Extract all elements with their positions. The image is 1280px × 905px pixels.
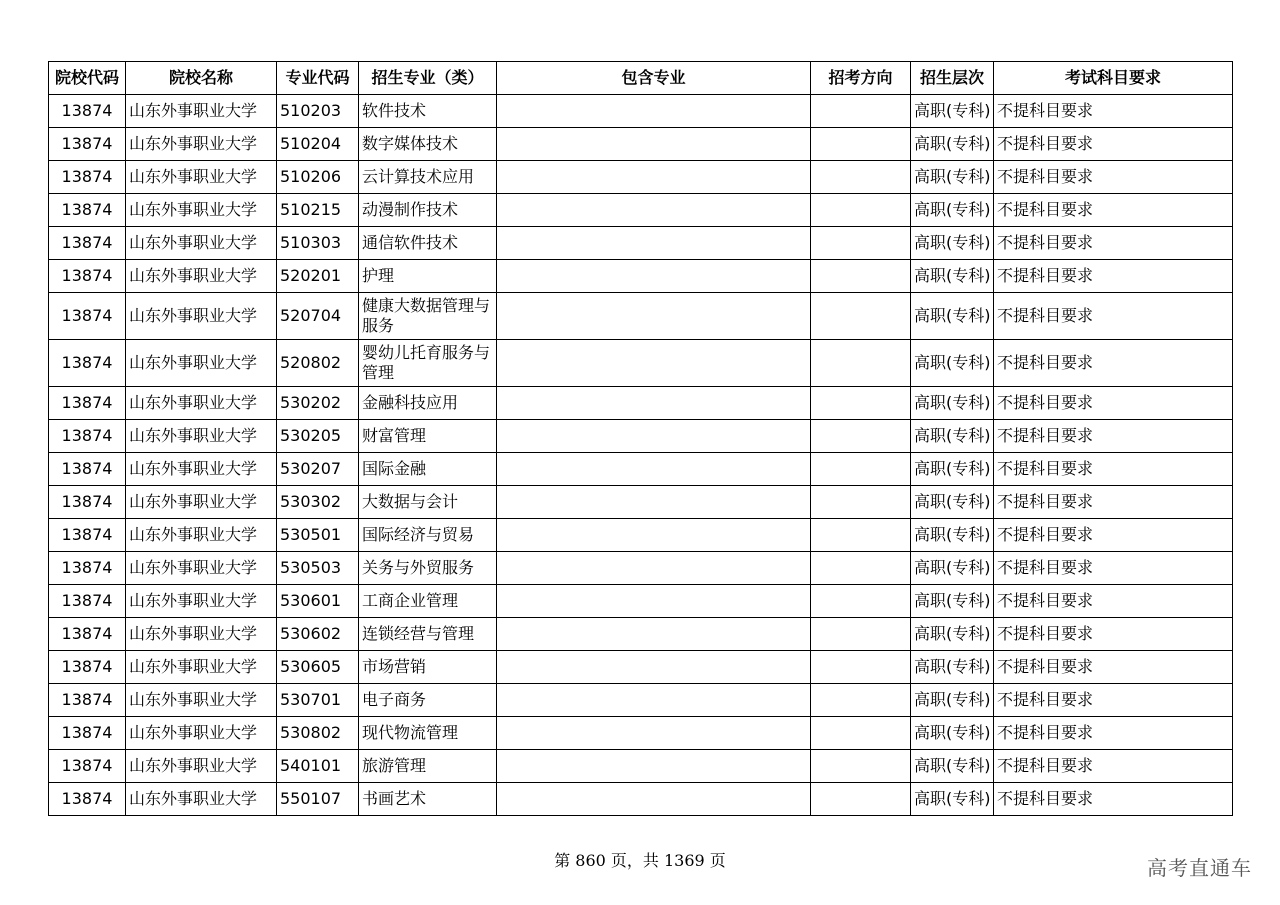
- table-row: [49, 783, 1233, 816]
- cell-school-code: 13874: [49, 227, 126, 260]
- cell-subject-requirement: 不提科目要求: [994, 128, 1233, 161]
- cell-subject-requirement: 不提科目要求: [994, 651, 1233, 684]
- cell-subject-requirement: 不提科目要求: [994, 486, 1233, 519]
- table-row: [49, 227, 1233, 260]
- cell-included-majors: [497, 194, 811, 227]
- cell-included-majors: [497, 95, 811, 128]
- cell-level: 高职(专科): [911, 161, 994, 194]
- header-direction: 招考方向: [811, 62, 911, 95]
- cell-level: 高职(专科): [911, 340, 994, 387]
- table-row: [49, 161, 1233, 194]
- header-school-code: 院校代码: [49, 62, 126, 95]
- cell-major-code: 530207: [277, 453, 359, 486]
- cell-school-name: 山东外事职业大学: [126, 750, 277, 783]
- cell-included-majors: [497, 420, 811, 453]
- cell-school-name: 山东外事职业大学: [126, 552, 277, 585]
- cell-level: 高职(专科): [911, 453, 994, 486]
- table-row: [49, 684, 1233, 717]
- cell-level: 高职(专科): [911, 585, 994, 618]
- header-major: 招生专业（类）: [359, 62, 497, 95]
- header-included-majors: 包含专业: [497, 62, 811, 95]
- cell-major-code: 540101: [277, 750, 359, 783]
- header-major-code: 专业代码: [277, 62, 359, 95]
- cell-school-name: 山东外事职业大学: [126, 420, 277, 453]
- cell-major-code: 520704: [277, 293, 359, 340]
- cell-level: 高职(专科): [911, 95, 994, 128]
- cell-subject-requirement: 不提科目要求: [994, 585, 1233, 618]
- cell-school-name: 山东外事职业大学: [126, 128, 277, 161]
- cell-subject-requirement: 不提科目要求: [994, 161, 1233, 194]
- cell-direction: [811, 161, 911, 194]
- cell-school-code: 13874: [49, 486, 126, 519]
- cell-school-name: 山东外事职业大学: [126, 519, 277, 552]
- cell-major: 书画艺术: [359, 783, 497, 816]
- cell-school-code: 13874: [49, 95, 126, 128]
- cell-school-code: 13874: [49, 128, 126, 161]
- cell-subject-requirement: 不提科目要求: [994, 717, 1233, 750]
- cell-level: 高职(专科): [911, 750, 994, 783]
- cell-major-code: 530602: [277, 618, 359, 651]
- cell-major: 财富管理: [359, 420, 497, 453]
- cell-direction: [811, 684, 911, 717]
- cell-direction: [811, 227, 911, 260]
- cell-subject-requirement: 不提科目要求: [994, 95, 1233, 128]
- cell-school-code: 13874: [49, 717, 126, 750]
- header-subject-requirement: 考试科目要求: [994, 62, 1233, 95]
- cell-included-majors: [497, 260, 811, 293]
- table-row: [49, 585, 1233, 618]
- cell-subject-requirement: 不提科目要求: [994, 519, 1233, 552]
- cell-school-name: 山东外事职业大学: [126, 194, 277, 227]
- cell-school-code: 13874: [49, 260, 126, 293]
- cell-major-code: 550107: [277, 783, 359, 816]
- cell-school-name: 山东外事职业大学: [126, 340, 277, 387]
- cell-major-code: 530802: [277, 717, 359, 750]
- cell-school-name: 山东外事职业大学: [126, 387, 277, 420]
- cell-school-name: 山东外事职业大学: [126, 717, 277, 750]
- cell-major-code: 530202: [277, 387, 359, 420]
- cell-major: 工商企业管理: [359, 585, 497, 618]
- cell-direction: [811, 340, 911, 387]
- table-row: [49, 420, 1233, 453]
- cell-level: 高职(专科): [911, 420, 994, 453]
- cell-direction: [811, 387, 911, 420]
- cell-major-code: 510303: [277, 227, 359, 260]
- cell-major-code: 530701: [277, 684, 359, 717]
- cell-direction: [811, 95, 911, 128]
- cell-level: 高职(专科): [911, 293, 994, 340]
- cell-school-name: 山东外事职业大学: [126, 651, 277, 684]
- cell-included-majors: [497, 486, 811, 519]
- table-row: [49, 95, 1233, 128]
- cell-subject-requirement: 不提科目要求: [994, 750, 1233, 783]
- cell-direction: [811, 618, 911, 651]
- cell-major: 国际金融: [359, 453, 497, 486]
- cell-direction: [811, 128, 911, 161]
- cell-major: 连锁经营与管理: [359, 618, 497, 651]
- cell-direction: [811, 453, 911, 486]
- cell-level: 高职(专科): [911, 519, 994, 552]
- cell-school-code: 13874: [49, 651, 126, 684]
- cell-subject-requirement: 不提科目要求: [994, 387, 1233, 420]
- majors-table: [48, 61, 1233, 816]
- cell-included-majors: [497, 618, 811, 651]
- table-row: [49, 340, 1233, 387]
- cell-school-name: 山东外事职业大学: [126, 227, 277, 260]
- cell-major: 电子商务: [359, 684, 497, 717]
- cell-subject-requirement: 不提科目要求: [994, 293, 1233, 340]
- cell-included-majors: [497, 783, 811, 816]
- cell-included-majors: [497, 750, 811, 783]
- cell-major: 婴幼儿托育服务与管理: [359, 340, 497, 387]
- table-row: [49, 750, 1233, 783]
- cell-school-name: 山东外事职业大学: [126, 486, 277, 519]
- cell-subject-requirement: 不提科目要求: [994, 420, 1233, 453]
- cell-direction: [811, 194, 911, 227]
- cell-school-code: 13874: [49, 293, 126, 340]
- cell-included-majors: [497, 651, 811, 684]
- cell-school-code: 13874: [49, 783, 126, 816]
- cell-included-majors: [497, 684, 811, 717]
- cell-major: 现代物流管理: [359, 717, 497, 750]
- cell-major: 数字媒体技术: [359, 128, 497, 161]
- cell-school-name: 山东外事职业大学: [126, 684, 277, 717]
- header-school-name: 院校名称: [126, 62, 277, 95]
- cell-level: 高职(专科): [911, 194, 994, 227]
- cell-school-name: 山东外事职业大学: [126, 585, 277, 618]
- cell-level: 高职(专科): [911, 684, 994, 717]
- cell-major-code: 530205: [277, 420, 359, 453]
- cell-direction: [811, 585, 911, 618]
- cell-included-majors: [497, 227, 811, 260]
- table-row: [49, 651, 1233, 684]
- cell-level: 高职(专科): [911, 227, 994, 260]
- cell-school-code: 13874: [49, 585, 126, 618]
- cell-subject-requirement: 不提科目要求: [994, 684, 1233, 717]
- table-body: [49, 95, 1233, 816]
- cell-included-majors: [497, 161, 811, 194]
- cell-direction: [811, 552, 911, 585]
- cell-major: 动漫制作技术: [359, 194, 497, 227]
- cell-level: 高职(专科): [911, 783, 994, 816]
- table-header-row: [49, 62, 1233, 95]
- cell-direction: [811, 486, 911, 519]
- cell-major-code: 530605: [277, 651, 359, 684]
- cell-included-majors: [497, 293, 811, 340]
- table-row: [49, 717, 1233, 750]
- table-row: [49, 194, 1233, 227]
- cell-included-majors: [497, 552, 811, 585]
- cell-direction: [811, 293, 911, 340]
- cell-school-code: 13874: [49, 684, 126, 717]
- cell-major-code: 530601: [277, 585, 359, 618]
- cell-school-code: 13874: [49, 420, 126, 453]
- cell-subject-requirement: 不提科目要求: [994, 783, 1233, 816]
- cell-school-code: 13874: [49, 387, 126, 420]
- cell-major: 大数据与会计: [359, 486, 497, 519]
- cell-direction: [811, 420, 911, 453]
- table-row: [49, 519, 1233, 552]
- cell-major: 护理: [359, 260, 497, 293]
- table-row: [49, 486, 1233, 519]
- cell-school-name: 山东外事职业大学: [126, 293, 277, 340]
- table-row: [49, 453, 1233, 486]
- cell-major-code: 510215: [277, 194, 359, 227]
- cell-subject-requirement: 不提科目要求: [994, 618, 1233, 651]
- cell-school-name: 山东外事职业大学: [126, 783, 277, 816]
- cell-major: 金融科技应用: [359, 387, 497, 420]
- cell-included-majors: [497, 453, 811, 486]
- cell-school-code: 13874: [49, 194, 126, 227]
- cell-major: 通信软件技术: [359, 227, 497, 260]
- table-row: [49, 387, 1233, 420]
- cell-direction: [811, 783, 911, 816]
- cell-school-name: 山东外事职业大学: [126, 95, 277, 128]
- cell-major: 软件技术: [359, 95, 497, 128]
- cell-direction: [811, 717, 911, 750]
- cell-school-name: 山东外事职业大学: [126, 161, 277, 194]
- cell-level: 高职(专科): [911, 651, 994, 684]
- cell-major: 关务与外贸服务: [359, 552, 497, 585]
- cell-level: 高职(专科): [911, 618, 994, 651]
- cell-school-code: 13874: [49, 340, 126, 387]
- cell-major-code: 530503: [277, 552, 359, 585]
- cell-level: 高职(专科): [911, 486, 994, 519]
- table-row: [49, 128, 1233, 161]
- cell-level: 高职(专科): [911, 260, 994, 293]
- cell-level: 高职(专科): [911, 552, 994, 585]
- cell-school-code: 13874: [49, 519, 126, 552]
- cell-major: 健康大数据管理与服务: [359, 293, 497, 340]
- cell-level: 高职(专科): [911, 387, 994, 420]
- cell-school-name: 山东外事职业大学: [126, 618, 277, 651]
- watermark: 高考直通车: [1147, 856, 1252, 880]
- cell-major: 旅游管理: [359, 750, 497, 783]
- cell-subject-requirement: 不提科目要求: [994, 340, 1233, 387]
- cell-major: 国际经济与贸易: [359, 519, 497, 552]
- cell-included-majors: [497, 340, 811, 387]
- cell-level: 高职(专科): [911, 717, 994, 750]
- cell-major-code: 510204: [277, 128, 359, 161]
- cell-school-code: 13874: [49, 161, 126, 194]
- cell-major: 市场营销: [359, 651, 497, 684]
- page-number: 第 860 页，共 1369 页: [554, 851, 726, 870]
- cell-school-code: 13874: [49, 552, 126, 585]
- cell-major-code: 530501: [277, 519, 359, 552]
- cell-included-majors: [497, 519, 811, 552]
- cell-included-majors: [497, 585, 811, 618]
- cell-major-code: 520802: [277, 340, 359, 387]
- cell-subject-requirement: 不提科目要求: [994, 194, 1233, 227]
- cell-major-code: 520201: [277, 260, 359, 293]
- cell-included-majors: [497, 387, 811, 420]
- cell-direction: [811, 519, 911, 552]
- cell-school-name: 山东外事职业大学: [126, 260, 277, 293]
- cell-direction: [811, 750, 911, 783]
- cell-major: 云计算技术应用: [359, 161, 497, 194]
- cell-subject-requirement: 不提科目要求: [994, 552, 1233, 585]
- table-row: [49, 260, 1233, 293]
- cell-major-code: 510203: [277, 95, 359, 128]
- cell-school-name: 山东外事职业大学: [126, 453, 277, 486]
- table-row: [49, 293, 1233, 340]
- cell-direction: [811, 260, 911, 293]
- cell-major-code: 510206: [277, 161, 359, 194]
- table-row: [49, 618, 1233, 651]
- cell-major-code: 530302: [277, 486, 359, 519]
- cell-included-majors: [497, 128, 811, 161]
- cell-direction: [811, 651, 911, 684]
- header-level: 招生层次: [911, 62, 994, 95]
- cell-subject-requirement: 不提科目要求: [994, 227, 1233, 260]
- cell-subject-requirement: 不提科目要求: [994, 260, 1233, 293]
- cell-school-code: 13874: [49, 750, 126, 783]
- cell-subject-requirement: 不提科目要求: [994, 453, 1233, 486]
- table-row: [49, 552, 1233, 585]
- cell-school-code: 13874: [49, 453, 126, 486]
- cell-school-code: 13874: [49, 618, 126, 651]
- cell-included-majors: [497, 717, 811, 750]
- cell-level: 高职(专科): [911, 128, 994, 161]
